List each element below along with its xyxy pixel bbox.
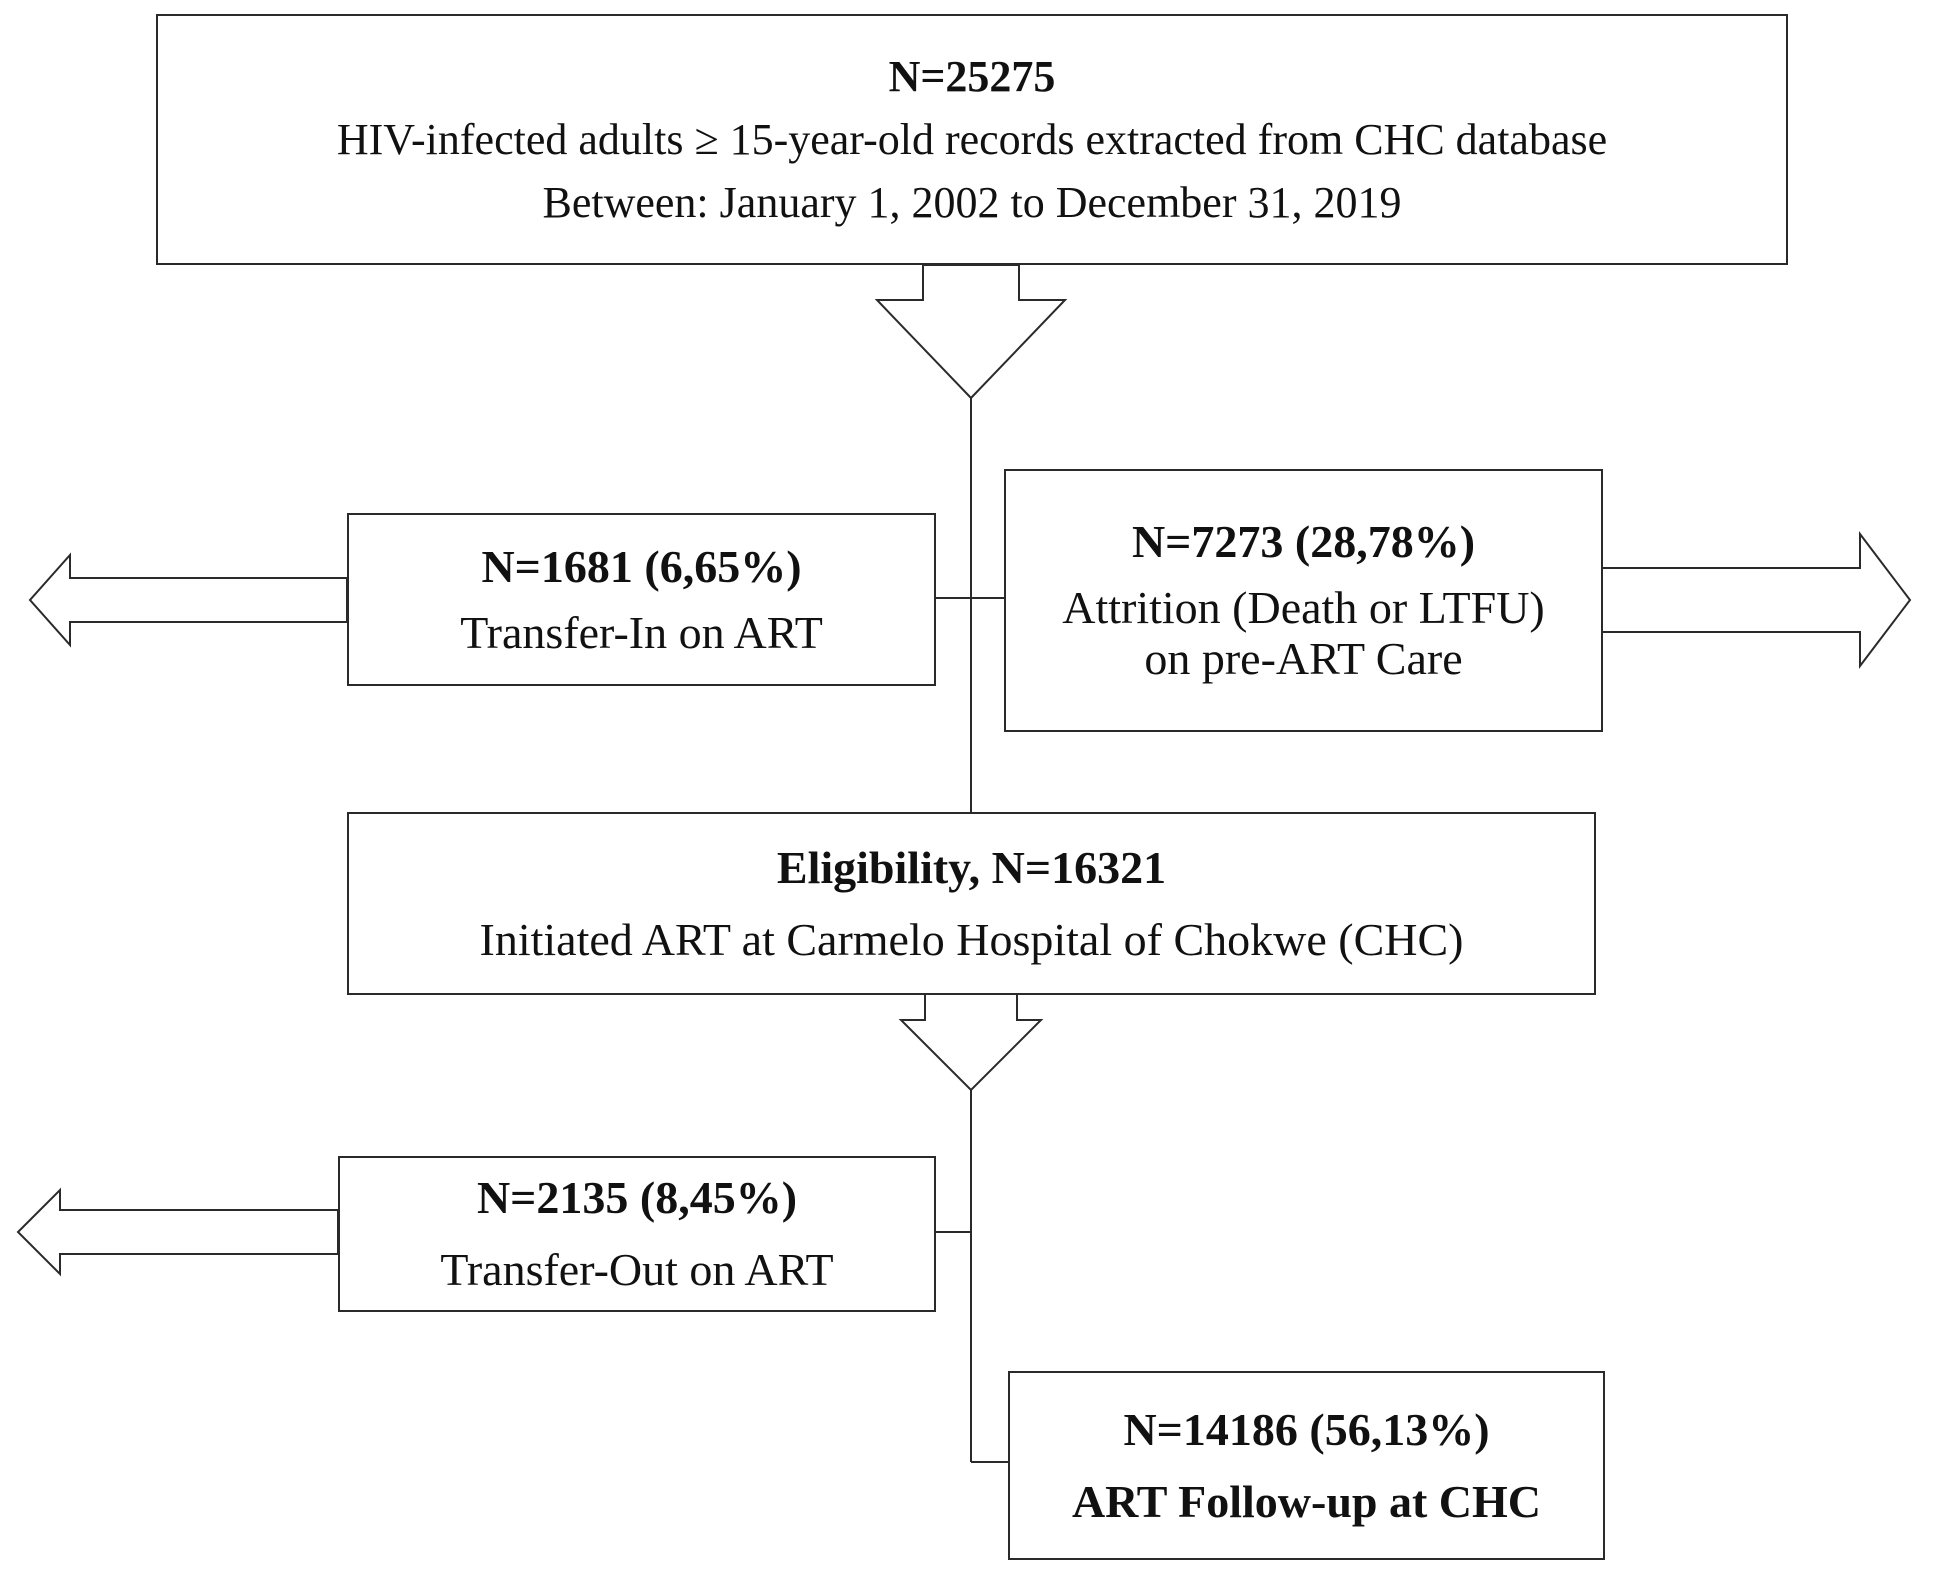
- transfer-out-box: [338, 1156, 936, 1312]
- attrition-box: [1004, 469, 1603, 732]
- transfer-in-box: [347, 513, 936, 686]
- left-arrow-transfer-in: [30, 555, 347, 645]
- source-box: [156, 14, 1788, 265]
- attrition-reason: Attrition (Death or LTFU): [1062, 581, 1545, 633]
- followup-count: N=14186 (56,13%): [1123, 1403, 1490, 1455]
- down-arrow-2: [901, 994, 1041, 1090]
- transfer-in-count: N=1681 (6,65%): [481, 540, 802, 592]
- followup-label: ART Follow-up at CHC: [1071, 1475, 1542, 1527]
- source-description: HIV-infected adults ≥ 15-year-old records extracted from CHC database: [336, 114, 1608, 164]
- source-count: N=25275: [888, 51, 1056, 101]
- down-arrow-1: [877, 265, 1065, 398]
- followup-box: [1008, 1371, 1605, 1560]
- right-arrow-attrition: [1602, 534, 1910, 666]
- transfer-out-count: N=2135 (8,45%): [476, 1172, 798, 1224]
- left-arrow-transfer-out: [18, 1190, 338, 1274]
- attrition-count: N=7273 (28,78%): [1131, 516, 1476, 568]
- eligibility-label: Initiated ART at Carmelo Hospital of Chokwe (CHC): [479, 913, 1464, 965]
- eligibility-box: [347, 812, 1596, 995]
- transfer-out-label: Transfer-Out on ART: [440, 1244, 834, 1295]
- transfer-in-label: Transfer-In on ART: [460, 606, 823, 658]
- eligibility-title: Eligibility, N=16321: [776, 841, 1167, 893]
- source-date-range: Between: January 1, 2002 to December 31, 2019: [542, 178, 1402, 228]
- attrition-stage: on pre-ART Care: [1144, 633, 1463, 685]
